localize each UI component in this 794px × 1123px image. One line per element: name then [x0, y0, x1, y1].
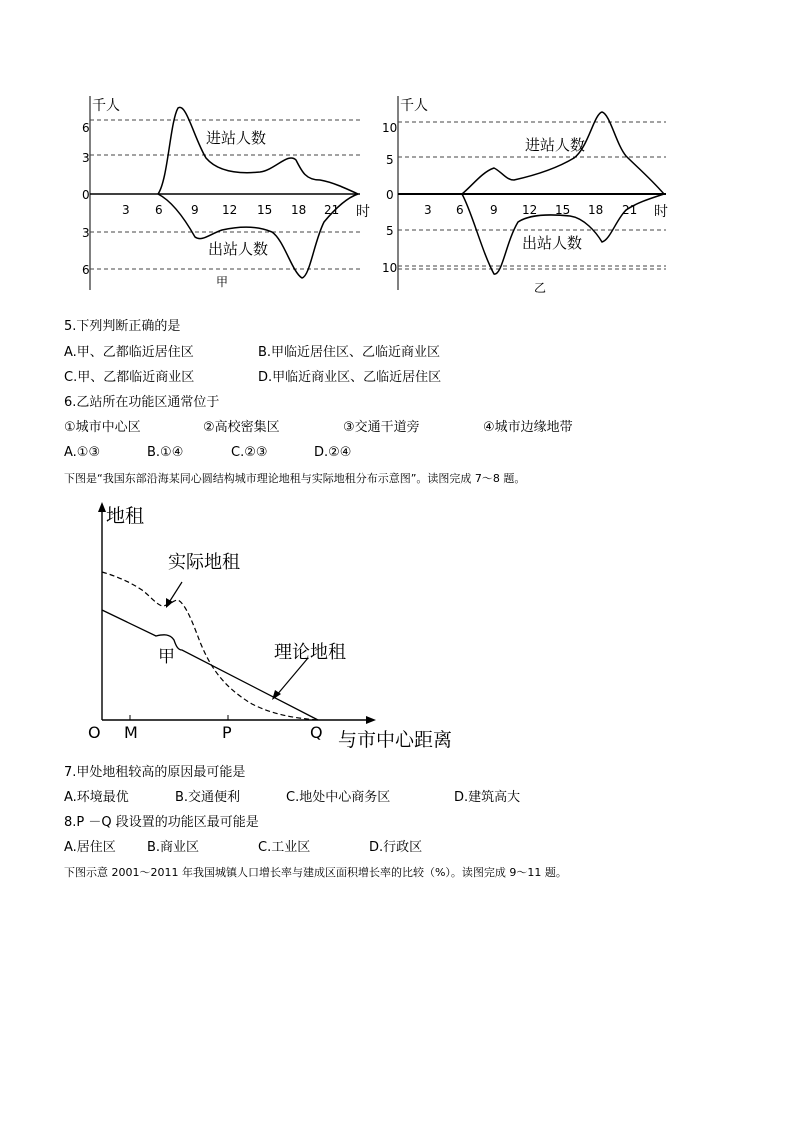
q6-item-2: ②高校密集区: [203, 420, 280, 435]
q6-option-a: A.①③: [64, 445, 101, 460]
jia-ytick: 6: [82, 263, 90, 277]
jia-xtick: 15: [257, 203, 273, 217]
land-rent-diagram: [82, 500, 482, 755]
theory-rent-curve: [102, 610, 318, 720]
chart-jia: [82, 96, 370, 290]
q5-stem: 5.下列判断正确的是: [64, 319, 181, 334]
jia-ytick: 0: [82, 188, 90, 202]
yi-xtick: 3: [424, 203, 432, 217]
station-flow-figure: [70, 92, 690, 302]
yi-ytick: 10: [382, 261, 398, 275]
yi-xtick: 18: [588, 203, 604, 217]
yi-xtick: 9: [490, 203, 498, 217]
yi-y-unit: 千人: [400, 98, 428, 114]
yi-xtick: 15: [555, 203, 571, 217]
jia-xtick: 6: [155, 203, 163, 217]
q5-option-a: A.甲、乙都临近居住区: [64, 345, 194, 360]
q8-option-d: D.行政区: [369, 840, 423, 855]
yi-ytick: 0: [386, 188, 394, 202]
yi-caption: 乙: [534, 281, 547, 295]
q7-option-a: A.环境最优: [64, 790, 129, 805]
yi-x-unit: 时: [654, 204, 668, 220]
jia-y-unit: 千人: [92, 98, 120, 114]
jia-in-label: 进站人数: [206, 129, 267, 147]
q6-stem: 6.乙站所在功能区通常位于: [64, 395, 220, 410]
q5-option-d: D.甲临近商业区、乙临近居住区: [258, 370, 442, 385]
jia-xtick: 21: [324, 203, 340, 217]
rent-x-label: 与市中心距离: [338, 729, 453, 751]
jia-ytick: 3: [82, 226, 90, 240]
yi-ytick: 5: [386, 224, 394, 238]
theory-rent-pointer: [276, 658, 308, 696]
jia-out-label: 出站人数: [208, 240, 269, 258]
yi-out-label: 出站人数: [522, 234, 583, 252]
q8-option-c: C.工业区: [258, 840, 311, 855]
point-m: M: [124, 723, 138, 742]
point-q: Q: [310, 723, 323, 742]
yi-xtick: 21: [622, 203, 638, 217]
point-p: P: [222, 723, 232, 742]
q7-stem: 7.甲处地租较高的原因最可能是: [64, 765, 246, 780]
jia-xtick: 9: [191, 203, 199, 217]
jia-xtick: 18: [291, 203, 307, 217]
intro-q7-8: 下图是“我国东部沿海某同心圆结构城市理论地租与实际地租分布示意图”。读图完成 7～8 题。: [64, 472, 526, 485]
jia-xtick: 12: [222, 203, 238, 217]
point-o: O: [88, 723, 101, 742]
actual-rent-label: 实际地租: [168, 552, 240, 573]
q6-option-c: C.②③: [231, 445, 268, 460]
intro-q9-11: 下图示意 2001～2011 年我国城镇人口增长率与建成区面积增长率的比较（%）。读图完成 9～11 题。: [64, 866, 567, 879]
jia-point-label: 甲: [158, 647, 175, 667]
rent-y-arrow: [98, 502, 106, 512]
rent-y-label: 地租: [106, 505, 145, 527]
q6-item-3: ③交通干道旁: [343, 420, 420, 435]
jia-ytick: 6: [82, 121, 90, 135]
chart-yi: [382, 96, 668, 295]
q6-option-b: B.①④: [147, 445, 184, 460]
q7-option-d: D.建筑高大: [454, 790, 521, 805]
yi-xtick: 12: [522, 203, 538, 217]
q8-option-b: B.商业区: [147, 840, 200, 855]
yi-ytick: 5: [386, 153, 394, 167]
q8-stem: 8.P －Q 段设置的功能区最可能是: [64, 815, 259, 830]
rent-x-arrow: [366, 716, 376, 724]
yi-in-label: 进站人数: [525, 136, 586, 154]
q7-option-b: B.交通便利: [175, 790, 241, 805]
jia-xtick: 3: [122, 203, 130, 217]
theory-rent-label: 理论地租: [274, 642, 346, 663]
q5-option-c: C.甲、乙都临近商业区: [64, 370, 195, 385]
q6-item-4: ④城市边缘地带: [483, 420, 573, 435]
q7-option-c: C.地处中心商务区: [286, 790, 391, 805]
q6-item-1: ①城市中心区: [64, 420, 141, 435]
jia-x-unit: 时: [356, 204, 370, 220]
q6-option-d: D.②④: [314, 445, 352, 460]
q8-option-a: A.居住区: [64, 840, 116, 855]
jia-caption: 甲: [216, 275, 229, 289]
q5-option-b: B.甲临近居住区、乙临近商业区: [258, 345, 441, 360]
yi-ytick: 10: [382, 121, 398, 135]
yi-xtick: 6: [456, 203, 464, 217]
jia-ytick: 3: [82, 151, 90, 165]
